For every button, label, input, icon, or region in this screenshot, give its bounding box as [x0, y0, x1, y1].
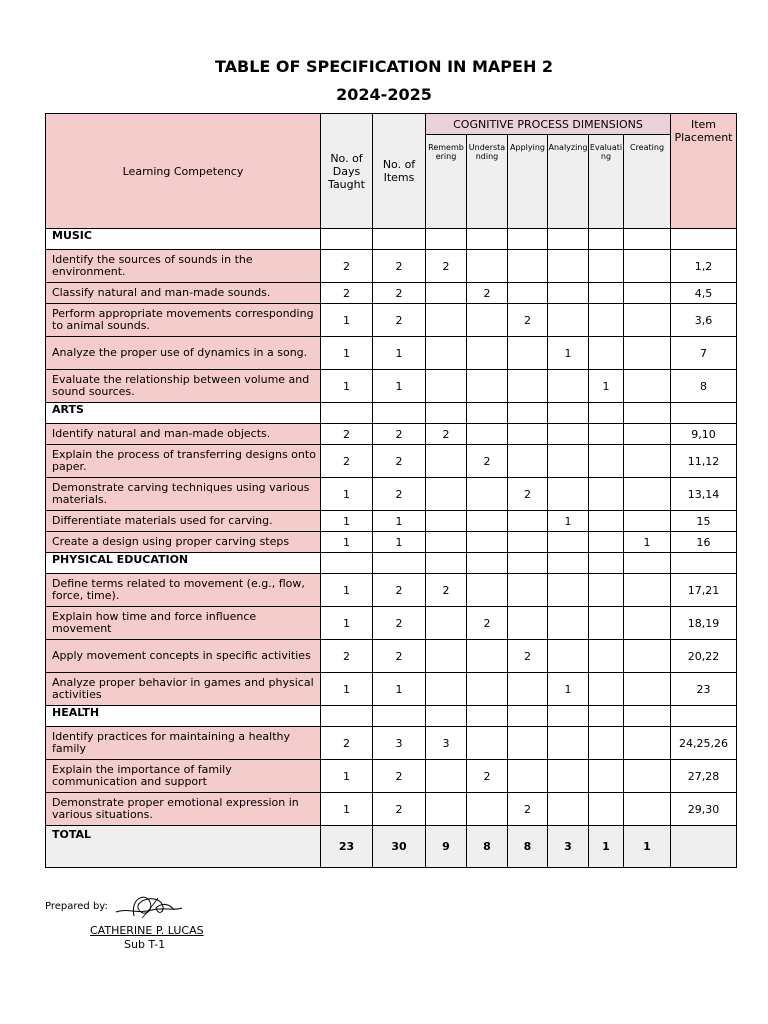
applying-cell — [508, 760, 548, 793]
section-label: ARTS — [46, 403, 321, 424]
evaluating-cell — [589, 760, 624, 793]
items-cell: 2 — [373, 574, 426, 607]
empty-cell — [426, 553, 467, 574]
placement-cell: 20,22 — [671, 640, 737, 673]
table-row — [46, 304, 737, 337]
remembering-cell — [426, 511, 467, 532]
evaluating-cell — [589, 793, 624, 826]
header-applying: Applying — [508, 135, 548, 229]
placement-cell: 29,30 — [671, 793, 737, 826]
total-remembering-cell: 9 — [426, 826, 467, 868]
preparer-position: Sub T-1 — [124, 938, 166, 951]
evaluating-cell — [589, 574, 624, 607]
applying-cell — [508, 445, 548, 478]
applying-cell — [508, 424, 548, 445]
signature — [112, 888, 184, 924]
creating-cell — [624, 511, 671, 532]
understanding-cell — [467, 511, 508, 532]
remembering-cell: 2 — [426, 424, 467, 445]
analyzing-cell: 1 — [548, 673, 589, 706]
applying-cell — [508, 532, 548, 553]
creating-cell: 1 — [624, 532, 671, 553]
understanding-cell — [467, 304, 508, 337]
table-row — [46, 640, 737, 673]
analyzing-cell — [548, 304, 589, 337]
table-row — [46, 283, 737, 304]
understanding-cell — [467, 532, 508, 553]
empty-cell — [508, 706, 548, 727]
competency-cell: Explain how time and force influence movement — [46, 607, 321, 640]
competency-cell: Evaluate the relationship between volume and sound sources. — [46, 370, 321, 403]
analyzing-cell — [548, 478, 589, 511]
remembering-cell — [426, 532, 467, 553]
empty-cell — [321, 706, 373, 727]
competency-cell: Perform appropriate movements corresponding to animal sounds. — [46, 304, 321, 337]
analyzing-cell: 1 — [548, 511, 589, 532]
header-understanding: Understanding — [467, 135, 508, 229]
applying-cell — [508, 727, 548, 760]
section-row — [46, 706, 737, 727]
evaluating-cell — [589, 478, 624, 511]
competency-cell: Classify natural and man-made sounds. — [46, 283, 321, 304]
remembering-cell — [426, 640, 467, 673]
applying-cell — [508, 574, 548, 607]
days-cell: 1 — [321, 574, 373, 607]
analyzing-cell — [548, 283, 589, 304]
days-cell: 1 — [321, 478, 373, 511]
analyzing-cell — [548, 250, 589, 283]
remembering-cell — [426, 337, 467, 370]
table-body — [46, 229, 737, 868]
competency-cell: Explain the importance of family communication and support — [46, 760, 321, 793]
evaluating-cell — [589, 532, 624, 553]
empty-cell — [508, 403, 548, 424]
competency-cell: Identify natural and man-made objects. — [46, 424, 321, 445]
analyzing-cell — [548, 760, 589, 793]
evaluating-cell — [589, 283, 624, 304]
creating-cell — [624, 673, 671, 706]
table-row — [46, 370, 737, 403]
empty-cell — [671, 706, 737, 727]
placement-cell: 4,5 — [671, 283, 737, 304]
competency-cell: Demonstrate proper emotional expression in various situations. — [46, 793, 321, 826]
items-cell: 1 — [373, 532, 426, 553]
empty-cell — [589, 229, 624, 250]
creating-cell — [624, 760, 671, 793]
creating-cell — [624, 250, 671, 283]
empty-cell — [624, 229, 671, 250]
empty-cell — [467, 229, 508, 250]
creating-cell — [624, 337, 671, 370]
understanding-cell — [467, 727, 508, 760]
creating-cell — [624, 574, 671, 607]
empty-cell — [589, 553, 624, 574]
remembering-cell: 2 — [426, 574, 467, 607]
days-cell: 1 — [321, 760, 373, 793]
remembering-cell — [426, 793, 467, 826]
table-row — [46, 532, 737, 553]
placement-cell: 24,25,26 — [671, 727, 737, 760]
empty-cell — [548, 553, 589, 574]
remembering-cell — [426, 673, 467, 706]
applying-cell — [508, 370, 548, 403]
total-evaluating-cell: 1 — [589, 826, 624, 868]
days-cell: 1 — [321, 532, 373, 553]
empty-cell — [467, 706, 508, 727]
remembering-cell — [426, 283, 467, 304]
applying-cell — [508, 607, 548, 640]
empty-cell — [467, 403, 508, 424]
understanding-cell — [467, 640, 508, 673]
competency-cell: Differentiate materials used for carving. — [46, 511, 321, 532]
creating-cell — [624, 445, 671, 478]
placement-cell: 17,21 — [671, 574, 737, 607]
competency-cell: Analyze the proper use of dynamics in a song. — [46, 337, 321, 370]
placement-cell: 16 — [671, 532, 737, 553]
items-cell: 2 — [373, 478, 426, 511]
competency-cell: Demonstrate carving techniques using various materials. — [46, 478, 321, 511]
table-row — [46, 793, 737, 826]
days-cell: 1 — [321, 337, 373, 370]
total-applying-cell: 8 — [508, 826, 548, 868]
understanding-cell — [467, 424, 508, 445]
empty-cell — [508, 229, 548, 250]
creating-cell — [624, 424, 671, 445]
total-analyzing-cell: 3 — [548, 826, 589, 868]
competency-cell: Identify practices for maintaining a healthy family — [46, 727, 321, 760]
analyzing-cell — [548, 640, 589, 673]
days-cell: 2 — [321, 727, 373, 760]
table-row — [46, 424, 737, 445]
section-row — [46, 553, 737, 574]
evaluating-cell — [589, 337, 624, 370]
header-creating: Creating — [624, 135, 671, 229]
total-items-cell: 30 — [373, 826, 426, 868]
total-label: TOTAL — [46, 826, 321, 868]
section-row — [46, 403, 737, 424]
items-cell: 2 — [373, 283, 426, 304]
understanding-cell — [467, 250, 508, 283]
creating-cell — [624, 478, 671, 511]
items-cell: 2 — [373, 424, 426, 445]
placement-cell: 7 — [671, 337, 737, 370]
analyzing-cell — [548, 793, 589, 826]
header-cognitive: COGNITIVE PROCESS DIMENSIONS — [426, 114, 671, 135]
table-row — [46, 511, 737, 532]
creating-cell — [624, 370, 671, 403]
analyzing-cell — [548, 607, 589, 640]
remembering-cell — [426, 304, 467, 337]
items-cell: 2 — [373, 760, 426, 793]
competency-cell: Analyze proper behavior in games and physical activities — [46, 673, 321, 706]
analyzing-cell — [548, 424, 589, 445]
header-days: No. of Days Taught — [321, 114, 373, 229]
creating-cell — [624, 793, 671, 826]
document-title: TABLE OF SPECIFICATION IN MAPEH 2 — [214, 57, 554, 76]
applying-cell: 2 — [508, 793, 548, 826]
table-row — [46, 445, 737, 478]
days-cell: 1 — [321, 370, 373, 403]
days-cell: 2 — [321, 424, 373, 445]
items-cell: 2 — [373, 793, 426, 826]
days-cell: 2 — [321, 445, 373, 478]
evaluating-cell — [589, 250, 624, 283]
placement-cell: 1,2 — [671, 250, 737, 283]
total-days-cell: 23 — [321, 826, 373, 868]
evaluating-cell — [589, 304, 624, 337]
days-cell: 1 — [321, 304, 373, 337]
items-cell: 1 — [373, 337, 426, 370]
competency-cell: Explain the process of transferring designs onto paper. — [46, 445, 321, 478]
specification-table — [45, 113, 737, 868]
understanding-cell — [467, 370, 508, 403]
header-analyzing: Analyzing — [548, 135, 589, 229]
header-remembering: Remembering — [426, 135, 467, 229]
remembering-cell — [426, 370, 467, 403]
analyzing-cell: 1 — [548, 337, 589, 370]
empty-cell — [508, 553, 548, 574]
evaluating-cell — [589, 511, 624, 532]
empty-cell — [373, 706, 426, 727]
items-cell: 2 — [373, 445, 426, 478]
remembering-cell — [426, 760, 467, 793]
items-cell: 1 — [373, 673, 426, 706]
empty-cell — [426, 706, 467, 727]
creating-cell — [624, 640, 671, 673]
understanding-cell: 2 — [467, 607, 508, 640]
table-row — [46, 574, 737, 607]
evaluating-cell — [589, 673, 624, 706]
competency-cell: Create a design using proper carving steps — [46, 532, 321, 553]
empty-cell — [671, 229, 737, 250]
creating-cell — [624, 727, 671, 760]
evaluating-cell — [589, 607, 624, 640]
section-label: PHYSICAL EDUCATION — [46, 553, 321, 574]
table-row — [46, 250, 737, 283]
applying-cell — [508, 337, 548, 370]
empty-cell — [321, 229, 373, 250]
analyzing-cell — [548, 727, 589, 760]
placement-cell: 27,28 — [671, 760, 737, 793]
applying-cell: 2 — [508, 478, 548, 511]
evaluating-cell — [589, 424, 624, 445]
understanding-cell: 2 — [467, 760, 508, 793]
prepared-by-label: Prepared by: — [45, 901, 108, 912]
evaluating-cell — [589, 640, 624, 673]
creating-cell — [624, 283, 671, 304]
empty-cell — [624, 553, 671, 574]
empty-cell — [373, 229, 426, 250]
header-placement: Item Placement — [671, 114, 737, 229]
understanding-cell — [467, 673, 508, 706]
empty-cell — [467, 553, 508, 574]
empty-cell — [589, 706, 624, 727]
empty-cell — [671, 403, 737, 424]
days-cell: 2 — [321, 640, 373, 673]
remembering-cell: 3 — [426, 727, 467, 760]
applying-cell: 2 — [508, 640, 548, 673]
total-understanding-cell: 8 — [467, 826, 508, 868]
total-row — [46, 826, 737, 868]
understanding-cell — [467, 478, 508, 511]
empty-cell — [671, 553, 737, 574]
applying-cell — [508, 250, 548, 283]
competency-cell: Apply movement concepts in specific activities — [46, 640, 321, 673]
items-cell: 2 — [373, 640, 426, 673]
days-cell: 1 — [321, 607, 373, 640]
section-label: MUSIC — [46, 229, 321, 250]
understanding-cell: 2 — [467, 445, 508, 478]
remembering-cell: 2 — [426, 250, 467, 283]
empty-cell — [548, 403, 589, 424]
understanding-cell — [467, 574, 508, 607]
header-evaluating: Evaluating — [589, 135, 624, 229]
understanding-cell: 2 — [467, 283, 508, 304]
remembering-cell — [426, 445, 467, 478]
analyzing-cell — [548, 370, 589, 403]
evaluating-cell — [589, 727, 624, 760]
section-label: HEALTH — [46, 706, 321, 727]
evaluating-cell: 1 — [589, 370, 624, 403]
analyzing-cell — [548, 574, 589, 607]
items-cell: 2 — [373, 250, 426, 283]
analyzing-cell — [548, 532, 589, 553]
table-row — [46, 607, 737, 640]
empty-cell — [426, 403, 467, 424]
items-cell: 1 — [373, 370, 426, 403]
empty-cell — [321, 553, 373, 574]
placement-cell: 3,6 — [671, 304, 737, 337]
empty-cell — [548, 706, 589, 727]
placement-cell: 9,10 — [671, 424, 737, 445]
applying-cell — [508, 673, 548, 706]
total-placement-cell — [671, 826, 737, 868]
table-row — [46, 337, 737, 370]
total-creating-cell: 1 — [624, 826, 671, 868]
days-cell: 1 — [321, 511, 373, 532]
understanding-cell — [467, 337, 508, 370]
creating-cell — [624, 304, 671, 337]
placement-cell: 13,14 — [671, 478, 737, 511]
applying-cell: 2 — [508, 304, 548, 337]
applying-cell — [508, 283, 548, 304]
section-row — [46, 229, 737, 250]
days-cell: 1 — [321, 793, 373, 826]
header-competency: Learning Competency — [46, 114, 321, 229]
applying-cell — [508, 511, 548, 532]
preparer-name: CATHERINE P. LUCAS — [90, 924, 204, 937]
understanding-cell — [467, 793, 508, 826]
days-cell: 2 — [321, 283, 373, 304]
table-row — [46, 760, 737, 793]
items-cell: 2 — [373, 304, 426, 337]
table-row — [46, 727, 737, 760]
empty-cell — [624, 403, 671, 424]
school-year: 2024-2025 — [336, 85, 432, 104]
table-row — [46, 673, 737, 706]
empty-cell — [548, 229, 589, 250]
empty-cell — [589, 403, 624, 424]
placement-cell: 23 — [671, 673, 737, 706]
analyzing-cell — [548, 445, 589, 478]
creating-cell — [624, 607, 671, 640]
items-cell: 3 — [373, 727, 426, 760]
placement-cell: 8 — [671, 370, 737, 403]
placement-cell: 18,19 — [671, 607, 737, 640]
remembering-cell — [426, 478, 467, 511]
evaluating-cell — [589, 445, 624, 478]
days-cell: 1 — [321, 673, 373, 706]
empty-cell — [373, 403, 426, 424]
empty-cell — [373, 553, 426, 574]
competency-cell: Define terms related to movement (e.g., flow, force, time). — [46, 574, 321, 607]
empty-cell — [321, 403, 373, 424]
competency-cell: Identify the sources of sounds in the environment. — [46, 250, 321, 283]
empty-cell — [426, 229, 467, 250]
placement-cell: 11,12 — [671, 445, 737, 478]
placement-cell: 15 — [671, 511, 737, 532]
days-cell: 2 — [321, 250, 373, 283]
empty-cell — [624, 706, 671, 727]
header-items: No. of Items — [373, 114, 426, 229]
items-cell: 2 — [373, 607, 426, 640]
table-row — [46, 478, 737, 511]
items-cell: 1 — [373, 511, 426, 532]
remembering-cell — [426, 607, 467, 640]
